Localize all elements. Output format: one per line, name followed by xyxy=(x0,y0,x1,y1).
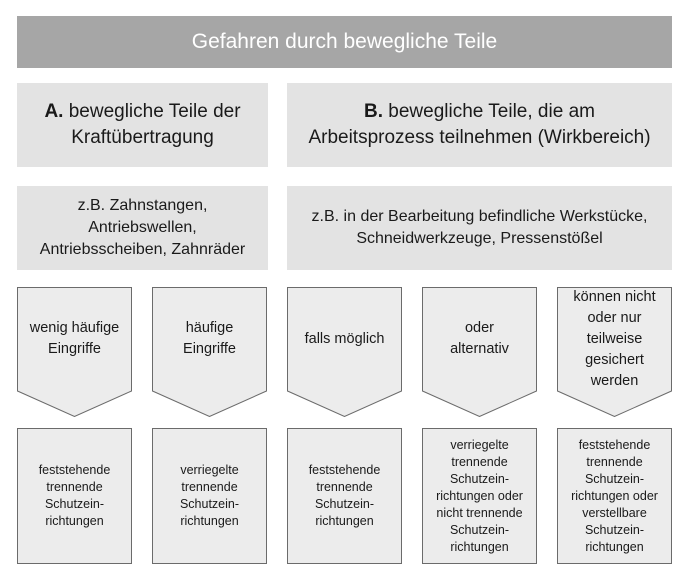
diagram-title xyxy=(17,16,672,68)
category-b-box xyxy=(287,83,672,167)
examples-a-box xyxy=(17,186,268,270)
category-b-prefix: B. xyxy=(364,101,384,122)
category-a-prefix: A. xyxy=(44,101,64,122)
condition-label-5: können nicht oder nur teilweise gesichert werden xyxy=(573,288,656,389)
condition-arrow-1 xyxy=(17,287,132,417)
condition-arrow-3 xyxy=(287,287,402,417)
condition-arrow-5 xyxy=(557,287,672,417)
measure-text-3: feststehende trennende Schutzein- richtungen xyxy=(308,463,381,528)
condition-arrow-2 xyxy=(152,287,267,417)
condition-text-3 xyxy=(287,287,402,391)
category-a-text xyxy=(44,99,240,151)
measure-text-1: feststehende trennende Schutzein- richtungen xyxy=(38,463,111,528)
measure-text-2: verriegelte trennende Schutzein- richtungen xyxy=(179,463,240,528)
category-a-box xyxy=(17,83,268,167)
condition-text-4 xyxy=(422,287,537,391)
diagram-title-text: Gefahren durch bewegliche Teile xyxy=(191,30,498,53)
measure-box-2 xyxy=(152,428,267,564)
category-b-label: bewegliche Teile, die am Arbeitsprozess teilnehmen (Wirkbereich) xyxy=(308,101,651,148)
condition-label-2: häufige Eingriffe xyxy=(183,320,236,357)
measure-text-4: verriegelte trennende Schutzein- richtungen oder nicht trennende Schutzein- richtungen xyxy=(436,437,523,554)
measure-text-5: feststehende trennende Schutzein- richtungen oder verstellbare Schutzein- richtungen xyxy=(571,437,658,554)
measure-box-3 xyxy=(287,428,402,564)
condition-arrow-4 xyxy=(422,287,537,417)
category-b-text xyxy=(308,99,650,151)
measure-box-1 xyxy=(17,428,132,564)
measure-box-4 xyxy=(422,428,537,564)
condition-text-2 xyxy=(152,287,267,391)
condition-label-3: falls möglich xyxy=(304,330,385,347)
condition-label-1: wenig häufige Eingriffe xyxy=(29,320,120,357)
examples-b-text: z.B. in der Bearbeitung befindliche Werkstücke, Schneidwerkzeuge, Pressenstößel xyxy=(311,208,648,247)
condition-text-5 xyxy=(557,287,672,391)
examples-a-text: z.B. Zahnstangen, Antriebswellen, Antriebsscheiben, Zahnräder xyxy=(39,197,246,258)
measure-box-5 xyxy=(557,428,672,564)
category-a-label: bewegliche Teile der Kraftübertragung xyxy=(68,101,241,148)
examples-b-box xyxy=(287,186,672,270)
condition-text-1 xyxy=(17,287,132,391)
condition-label-4: oder alternativ xyxy=(450,320,509,357)
